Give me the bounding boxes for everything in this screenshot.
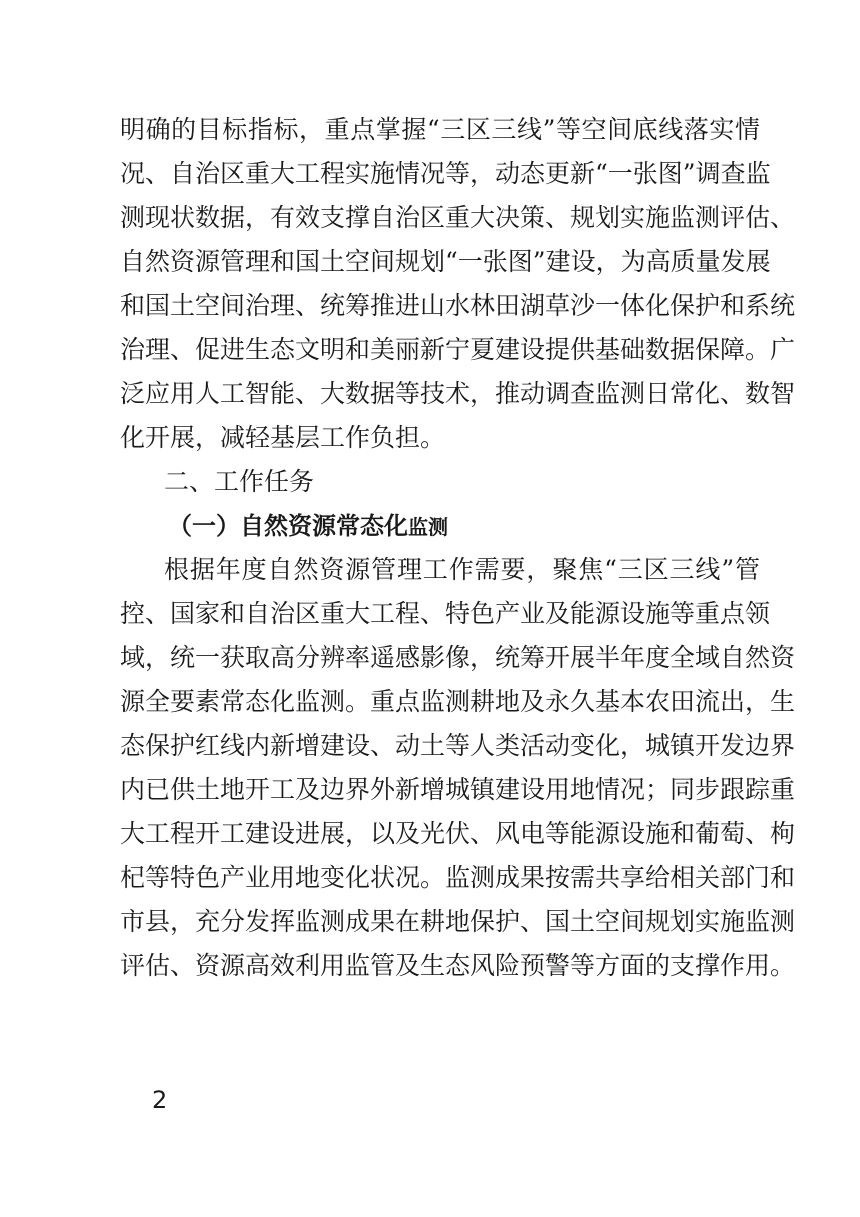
paragraph-line: 控、国家和自治区重大工程、特色产业及能源设施等重点领 [120,599,771,628]
paragraph-line: 内已供土地开工及边界外新增城镇建设用地情况；同步跟踪重 [120,775,796,804]
paragraph-line: 明确的目标指标，重点掌握“三区三线”等空间底线落实情 [120,115,760,144]
paragraph-line: 市县，充分发挥监测成果在耕地保护、国土空间规划实施监测 [120,907,796,936]
paragraph-line: 自然资源管理和国土空间规划“一张图”建设，为高质量发展 [120,247,771,276]
section-heading: 二、工作任务 [164,467,315,496]
page-number: 2 [152,1086,168,1114]
paragraph-line: 源全要素常态化监测。重点监测耕地及永久基本农田流出，生 [120,687,796,716]
paragraph-line: 测现状数据，有效支撑自治区重大决策、规划实施监测评估、 [120,203,796,232]
paragraph-line: 根据年度自然资源管理工作需要，聚焦“三区三线”管 [164,555,760,584]
paragraph-line: 化开展，减轻基层工作负担。 [120,423,446,452]
paragraph-line: 杞等特色产业用地变化状况。监测成果按需共享给相关部门和 [120,863,796,892]
paragraph-line: 和国土空间治理、统筹推进山水林田湖草沙一体化保护和系统 [120,291,796,320]
subsection-heading-main: （一）自然资源常态化 [168,512,408,540]
subsection-heading-tail: 监测 [408,515,448,539]
paragraph-line: 态保护红线内新增建设、动土等人类活动变化，城镇开发边界 [120,731,796,760]
subsection-heading [168,506,448,546]
paragraph-line: 大工程开工建设进展，以及光伏、风电等能源设施和葡萄、枸 [120,819,796,848]
paragraph-line: 泛应用人工智能、大数据等技术，推动调查监测日常化、数智 [120,379,796,408]
paragraph-line: 况、自治区重大工程实施情况等，动态更新“一张图”调查监 [120,159,771,188]
paragraph-line: 治理、促进生态文明和美丽新宁夏建设提供基础数据保障。广 [120,335,796,364]
paragraph-line: 域，统一获取高分辨率遥感影像，统筹开展半年度全域自然资 [120,643,796,672]
paragraph-line: 评估、资源高效利用监管及生态风险预警等方面的支撑作用。 [120,951,796,980]
